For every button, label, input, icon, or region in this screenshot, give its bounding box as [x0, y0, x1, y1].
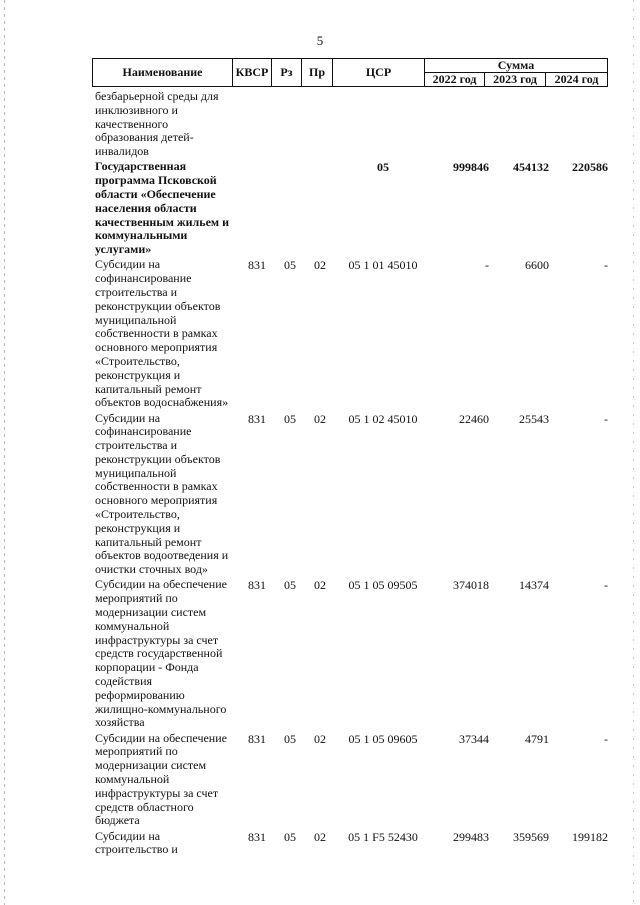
cell-csr: 05 1 01 45010 [348, 258, 418, 273]
cell-pr: 02 [314, 411, 326, 426]
table-row [95, 830, 610, 858]
cell-csr: 05 1 F5 52430 [348, 829, 418, 844]
header-year-2023: 2023 год [484, 72, 546, 87]
cell-pr: 02 [314, 829, 326, 844]
table-row [95, 258, 610, 410]
cell-2024: 220586 [572, 160, 608, 175]
cell-csr: 05 [377, 160, 389, 175]
cell-rz: 05 [284, 829, 296, 844]
cell-rz: 05 [284, 258, 296, 273]
cell-name: Субсидии на софинансирование строительства и реконструкции объектов муниципальной собственности в рамках основного мероприятия «Строительство, реконструкция и капитальный ремонт объектов водоснабжения» [95, 257, 229, 410]
cell-pr: 02 [314, 731, 326, 746]
cell-name: Субсидии на строительство и [95, 828, 178, 857]
cell-name: Субсидии на обеспечение мероприятий по модернизации систем коммунальной инфраструктуры за счет средств областного бюджета [95, 730, 227, 828]
cell-name: Субсидии на софинансирование строительства и реконструкции объектов муниципальной собственности в рамках основного мероприятия «Строительство, реконструкция и капитальный ремонт объектов водоотведения и очистки сточных вод» [95, 410, 229, 577]
cell-2024: 199182 [572, 829, 608, 844]
cell-csr: 05 1 05 09505 [348, 578, 418, 593]
table-row [95, 732, 610, 829]
cell-2022: 299483 [453, 829, 489, 844]
header-year-2024: 2024 год [545, 72, 608, 87]
cell-csr: 05 1 05 09605 [348, 731, 418, 746]
cell-pr: 02 [314, 258, 326, 273]
table-row [95, 412, 610, 578]
cell-name: Субсидии на обеспечение мероприятий по модернизации систем коммунальной инфраструктуры за счет средств государственной корпорации - Фонда содействия реформированию жилищно-коммунального хозяйства [95, 577, 227, 730]
cell-kvsr: 831 [248, 731, 266, 746]
header-name: Наименование [92, 58, 233, 87]
cell-name: Государственная программа Псковской области «Обеспечение населения области качественным жильем и коммунальными услугами» [95, 159, 229, 257]
table-body [95, 90, 610, 859]
cell-2024: - [604, 411, 608, 426]
cell-rz: 05 [284, 411, 296, 426]
cell-2022: 22460 [459, 411, 489, 426]
cell-2023: 454132 [513, 160, 549, 175]
cell-2022: 999846 [453, 160, 489, 175]
header-pr: Пр [301, 58, 333, 87]
cell-2022: - [485, 258, 489, 273]
header-csr: ЦСР [332, 58, 425, 87]
cell-kvsr: 831 [248, 411, 266, 426]
cell-2023: 25543 [519, 411, 549, 426]
table-row [95, 90, 610, 159]
cell-pr: 02 [314, 578, 326, 593]
scan-edge-right [633, 0, 634, 905]
cell-2023: 359569 [513, 829, 549, 844]
cell-2024: - [604, 258, 608, 273]
cell-2022: 37344 [459, 731, 489, 746]
cell-2024: - [604, 731, 608, 746]
cell-name: безбарьерной среды для инклюзивного и качественного образования детей- инвалидов [95, 89, 219, 159]
header-kvsr: КВСР [232, 58, 272, 87]
cell-rz: 05 [284, 578, 296, 593]
cell-kvsr: 831 [248, 829, 266, 844]
cell-kvsr: 831 [248, 258, 266, 273]
cell-2023: 4791 [525, 731, 549, 746]
cell-rz: 05 [284, 731, 296, 746]
table-row [95, 578, 610, 730]
cell-2022: 374018 [453, 578, 489, 593]
header-rz: Рз [271, 58, 302, 87]
cell-2023: 6600 [525, 258, 549, 273]
header-sum: Сумма [424, 58, 608, 73]
scan-edge-left [4, 0, 5, 905]
header-year-2022: 2022 год [424, 72, 485, 87]
page-number: 5 [316, 33, 324, 48]
cell-2024: - [604, 578, 608, 593]
cell-csr: 05 1 02 45010 [348, 411, 418, 426]
cell-2023: 14374 [519, 578, 549, 593]
table-header [92, 58, 608, 87]
cell-kvsr: 831 [248, 578, 266, 593]
table-row-program [95, 160, 610, 257]
